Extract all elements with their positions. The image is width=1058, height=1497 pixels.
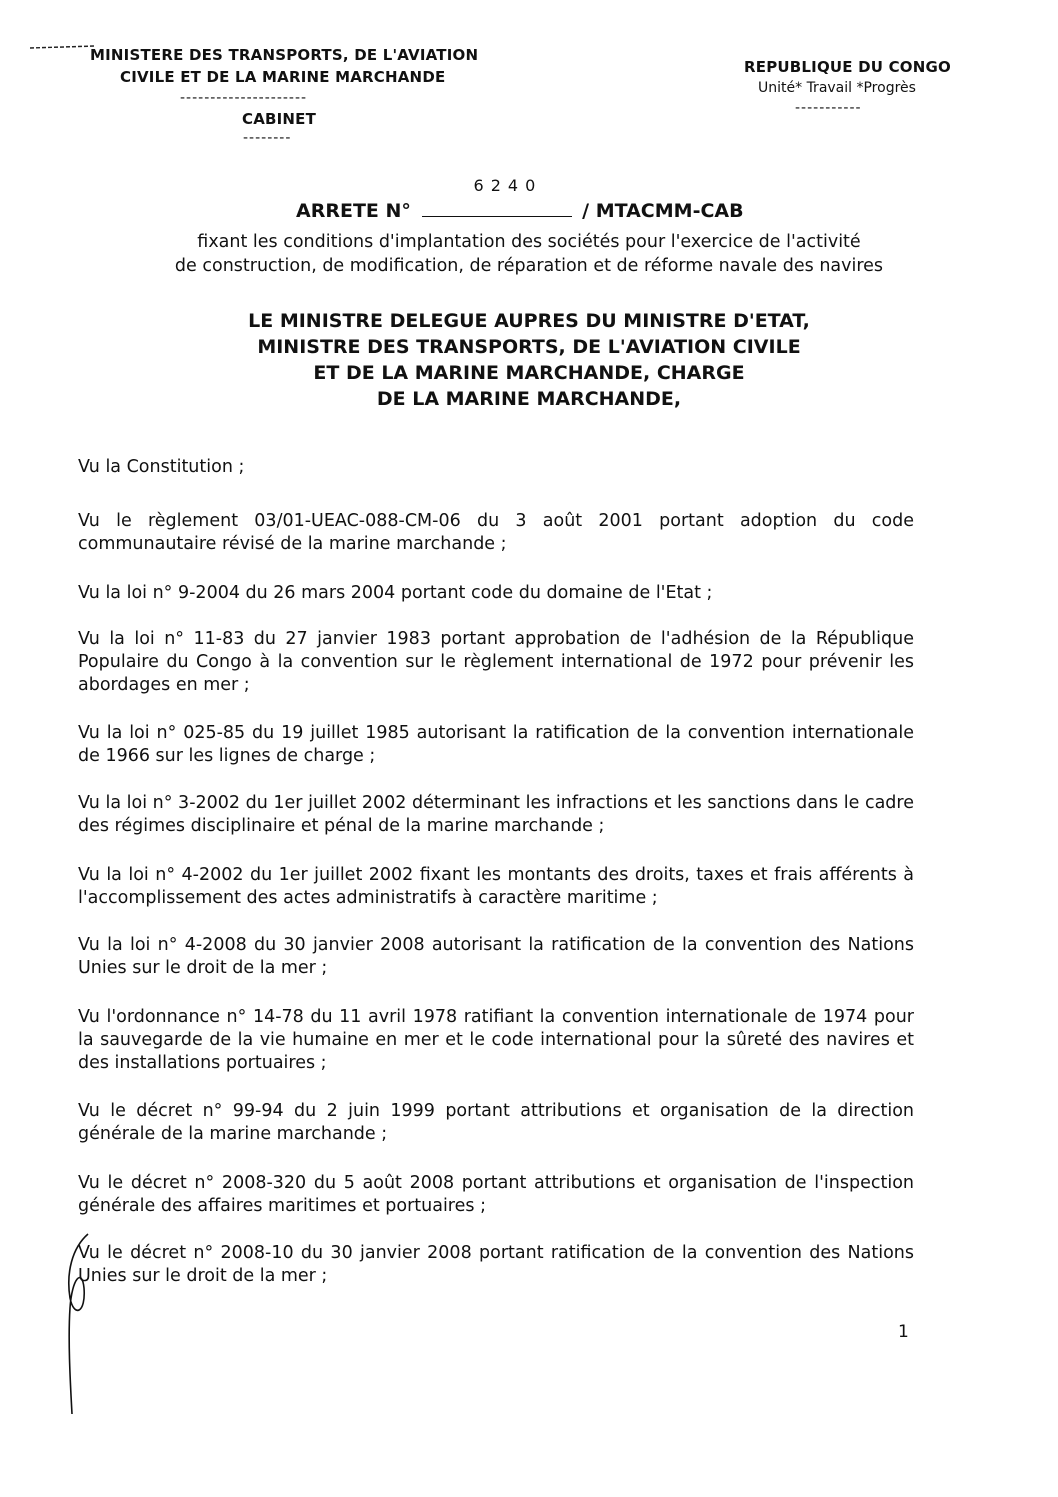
visa-paragraph: Vu le décret n° 2008-320 du 5 août 2008 portant attributions et organisation de l'inspection générale des affaires maritimes et portuaires ; bbox=[78, 1173, 914, 1216]
page-number: 1 bbox=[898, 1322, 909, 1342]
minister-line-1: LE MINISTRE DELEGUE AUPRES DU MINISTRE D'ETAT, bbox=[248, 310, 810, 332]
visa-paragraph: Vu la loi n° 4-2002 du 1er juillet 2002 fixant les montants des droits, taxes et frais afférents à l'accomplissement des actes administratifs à caractère maritime ; bbox=[78, 865, 914, 908]
ministry-line-2: CIVILE ET DE LA MARINE MARCHANDE bbox=[120, 68, 446, 86]
ministry-separator: --------------------- bbox=[180, 90, 308, 106]
arrete-number: 6240 bbox=[473, 176, 543, 195]
cabinet-separator: -------- bbox=[243, 130, 292, 146]
arrete-prefix: ARRETE N° bbox=[296, 200, 411, 222]
pen-stroke-top bbox=[28, 42, 98, 52]
visa-paragraph: Vu le décret n° 2008-10 du 30 janvier 2008 portant ratification de la convention des Nations Unies sur le droit de la mer ; bbox=[78, 1243, 914, 1286]
visa-paragraph: Vu la loi n° 4-2008 du 30 janvier 2008 autorisant la ratification de la convention des Nations Unies sur le droit de la mer ; bbox=[78, 935, 914, 978]
cabinet-label: CABINET bbox=[242, 110, 317, 128]
visa-paragraph: Vu l'ordonnance n° 14-78 du 11 avril 1978 ratifiant la convention internationale de 1974 pour la sauvegarde de la vie humaine en mer et le code international pour la sûreté des navires et des installations portuaires ; bbox=[78, 1007, 914, 1073]
arrete-subtitle-2: de construction, de modification, de réparation et de réforme navale des navires bbox=[174, 256, 884, 276]
handwritten-initial-mark bbox=[58, 1228, 108, 1418]
arrete-subtitle-1: fixant les conditions d'implantation des sociétés pour l'exercice de l'activité bbox=[197, 232, 861, 252]
ministry-line-1: MINISTERE DES TRANSPORTS, DE L'AVIATION bbox=[90, 46, 479, 64]
visa-paragraph: Vu la Constitution ; bbox=[78, 457, 245, 477]
visa-paragraph: Vu le décret n° 99-94 du 2 juin 1999 portant attributions et organisation de la direction générale de la marine marchande ; bbox=[78, 1101, 914, 1144]
arrete-title bbox=[296, 176, 744, 222]
minister-line-4: DE LA MARINE MARCHANDE, bbox=[376, 388, 682, 410]
arrete-suffix: / MTACMM-CAB bbox=[582, 200, 744, 222]
visa-paragraph: Vu la loi n° 3-2002 du 1er juillet 2002 déterminant les infractions et les sanctions dans le cadre des régimes disciplinaire et pénal de la marine marchande ; bbox=[78, 793, 914, 836]
visa-paragraph: Vu la loi n° 025-85 du 19 juillet 1985 autorisant la ratification de la convention internationale de 1966 sur les lignes de charge ; bbox=[78, 723, 914, 766]
country-motto: Unité* Travail *Progrès bbox=[758, 80, 916, 96]
visa-paragraph: Vu la loi n° 9-2004 du 26 mars 2004 portant code du domaine de l'Etat ; bbox=[78, 583, 713, 603]
country-name: REPUBLIQUE DU CONGO bbox=[744, 58, 951, 76]
visa-paragraph: Vu la loi n° 11-83 du 27 janvier 1983 portant approbation de l'adhésion de la République Populaire du Congo à la convention sur le règlement international de 1972 pour prévenir les abordages en mer ; bbox=[78, 629, 914, 695]
arrete-number-blank bbox=[422, 176, 572, 217]
minister-line-2: MINISTRE DES TRANSPORTS, DE L'AVIATION CIVILE bbox=[257, 336, 801, 358]
country-separator: ----------- bbox=[795, 100, 862, 116]
visa-paragraph: Vu le règlement 03/01-UEAC-088-CM-06 du 3 août 2001 portant adoption du code communautaire révisé de la marine marchande ; bbox=[78, 511, 914, 554]
minister-line-3: ET DE LA MARINE MARCHANDE, CHARGE bbox=[313, 362, 745, 384]
